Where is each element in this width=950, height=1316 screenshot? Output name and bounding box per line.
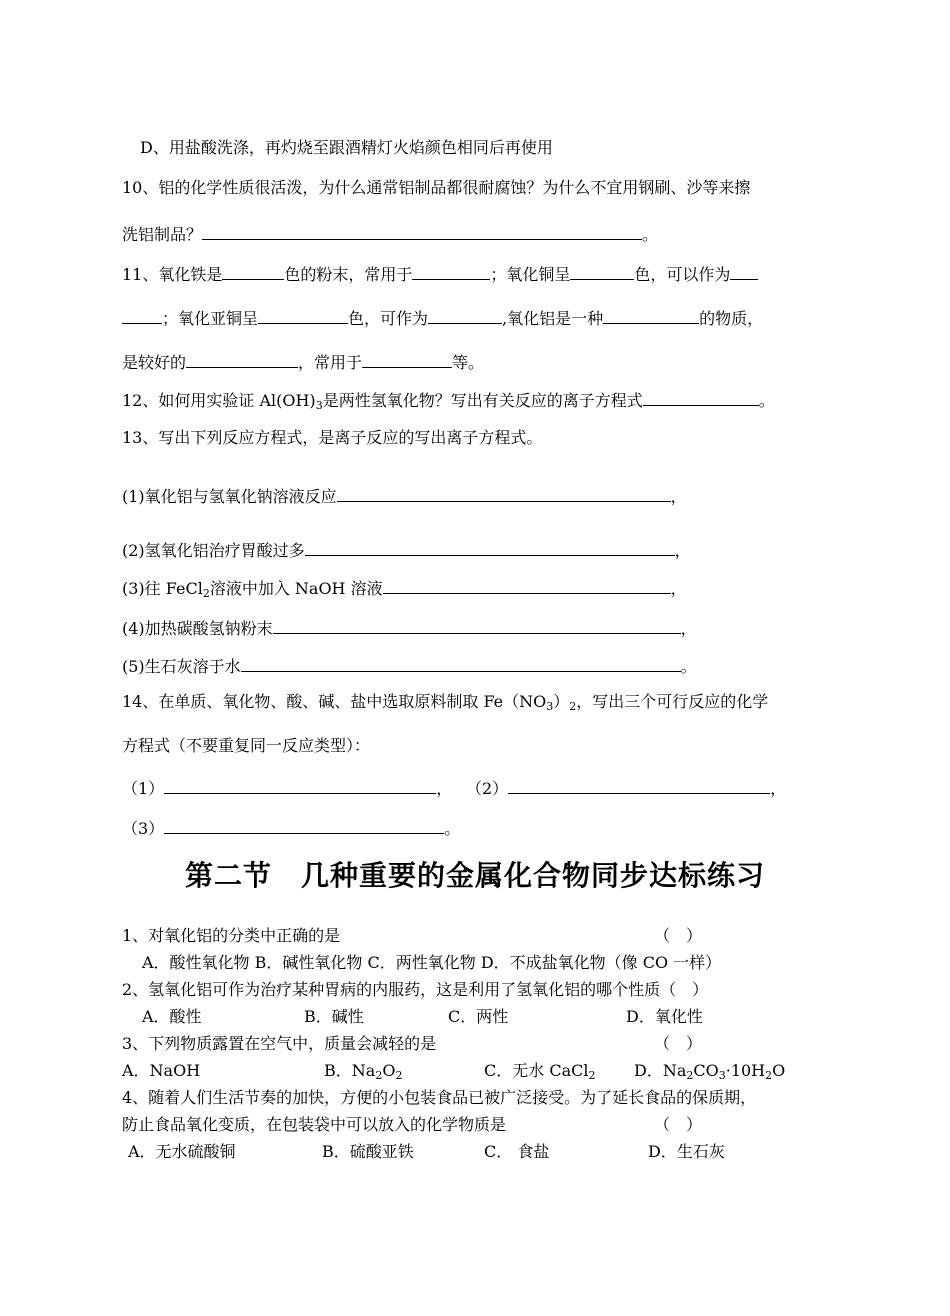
q13-subscript: 2 [202,587,210,600]
q13-item-3 [122,576,687,604]
p2-q3-option-d[interactable] [634,1061,785,1086]
p2-q3-option-a[interactable]: A．NaOH [122,1061,201,1080]
q13-answer-blank-1[interactable] [337,484,671,502]
q11-line3 [122,350,484,373]
q13-item-text: (3)往 FeCl [122,579,203,598]
q14-label-2: （2） [466,779,509,798]
q14-answer-blank-2[interactable] [508,776,770,794]
formula-subscript: 2 [395,1069,403,1082]
p2-q3-stem: 3、下列物质露置在空气中，质量会减轻的是 [122,1034,437,1053]
p2-q1-stem: 1、对氧化铝的分类中正确的是 [122,926,341,945]
p2-q2-option-b[interactable]: B．碱性 [304,1007,364,1026]
p2-q4-answer-paren[interactable]: （ ） [654,1115,703,1134]
q14-answers-row1b [466,776,786,799]
q14-subscript: 3 [546,700,554,713]
q14-line2: 方程式（不要重复同一反应类型）： [122,736,371,755]
q13-item-text: (1)氧化铝与氢氧化钠溶液反应 [122,487,337,506]
q11-text: ,氧化铝是一种 [502,309,604,328]
q11-blank-cuo-color[interactable] [570,262,634,280]
q14-comma: ， [436,779,453,798]
p2-q4-option-b[interactable]: B．硫酸亚铁 [322,1142,414,1161]
q11-line2 [122,306,763,329]
q11-text: 色，可作为 [348,309,429,328]
q13-answer-blank-2[interactable] [305,538,675,556]
section-title: 第二节 几种重要的金属化合物同步达标练习 [184,859,765,892]
q11-text: 11、氧化铁是 [122,265,223,284]
q14-text: ，写出三个可行反应的化学 [576,692,769,711]
q11-text: 等。 [452,353,485,372]
p2-q3-option-b[interactable] [324,1061,402,1086]
formula-subscript: 2 [765,1069,773,1082]
q14-answer-blank-3[interactable] [164,816,444,834]
q14-period: 。 [444,819,461,838]
q12-text: 是两性氢氧化物？写出有关反应的离子方程式 [322,391,643,410]
q14-answer-blank-1[interactable] [164,776,436,794]
p2-q1-options: A．酸性氧化物 B．碱性氧化物 C．两性氧化物 D．不成盐氧化物（像 CO 一样） [142,953,722,972]
q13-item-4 [122,616,697,639]
p2-q2-option-d[interactable]: D．氧化性 [626,1007,703,1026]
formula-text: O [772,1061,786,1080]
q13-answer-blank-3[interactable] [383,576,671,594]
q11-blank-cu2o-use[interactable] [428,306,502,324]
q14-text: ） [553,692,570,711]
p2-q4-option-a[interactable]: A．无水硫酸铜 [128,1142,236,1161]
q11-text: 色，可以作为 [634,265,731,284]
q13-comma: ， [680,619,697,638]
q12-period: 。 [758,391,775,410]
q13-period: 。 [680,657,697,676]
q13-comma: ， [670,579,687,598]
q12-subscript: 3 [315,399,323,412]
q11-line1 [122,262,758,285]
p2-q3-answer-paren[interactable]: （ ） [654,1034,703,1053]
q11-text: 是较好的 [122,353,187,372]
p2-q4-line2: 防止食品氧化变质，在包装袋中可以放入的化学物质是 [122,1115,507,1134]
p2-q2-option-a[interactable]: A．酸性 [142,1007,202,1026]
q9-option-d: D、用盐酸洗涤，再灼烧至跟酒精灯火焰颜色相同后再使用 [140,138,553,157]
q13-item-5 [122,654,697,677]
q12-answer-blank[interactable] [643,388,759,406]
p2-q2-stem: 2、氢氧化铝可作为治疗某种胃病的内服药，这是利用了氢氧化铝的哪个性质（ ） [122,980,709,999]
p2-q3-option-c[interactable] [484,1061,595,1086]
q10-line2 [122,222,658,245]
q10-stem-end: 洗铝制品？ [122,225,203,244]
formula-text: B．Na [324,1061,376,1080]
formula-text: O [382,1061,396,1080]
q12-line [122,388,775,416]
formula-text: D．Na [634,1061,687,1080]
formula-text: C．无水 CaCl [484,1061,589,1080]
q12-text: 12、如何用实验证 Al(OH) [122,391,316,410]
q13-item-text: (2)氢氧化铝治疗胃酸过多 [122,541,305,560]
q13-item-1 [122,484,687,507]
q11-blank-cuo-use[interactable] [730,262,758,280]
q13-answer-blank-4[interactable] [273,616,681,634]
q11-blank-cu2o-color[interactable] [258,306,348,324]
formula-subscript: 2 [686,1069,694,1082]
q14-label-1: （1） [122,779,165,798]
q13-item-2 [122,538,691,561]
q13-answer-blank-5[interactable] [241,654,681,672]
q11-blank-al2o3-property[interactable] [603,306,699,324]
q14-answers-row2 [122,816,460,839]
q13-comma: ， [674,541,691,560]
q11-blank-fe2o3-color[interactable] [222,262,284,280]
q10-period: 。 [642,225,659,244]
formula-text: ·10H [725,1061,766,1080]
p2-q1-answer-paren[interactable]: （ ） [654,926,703,945]
formula-text: CO [693,1061,719,1080]
q11-blank-fe2o3-use[interactable] [412,262,490,280]
q13-item-text: 溶液中加入 NaOH 溶液 [209,579,383,598]
q13-item-text: (5)生石灰溶于水 [122,657,241,676]
q14-subscript: 2 [569,700,577,713]
q13-comma: ， [670,487,687,506]
q11-blank-al2o3-material[interactable] [186,350,298,368]
p2-q4-option-c[interactable]: C． 食盐 [484,1142,550,1161]
q14-answers-row1 [122,776,452,799]
q10-line1: 10、铝的化学性质很活泼，为什么通常铝制品都很耐腐蚀？为什么不宜用钢刷、沙等来擦 [122,178,751,197]
q10-answer-blank[interactable] [202,222,642,240]
formula-subscript: 2 [588,1069,596,1082]
q11-text: 色的粉末，常用于 [284,265,413,284]
q13-item-text: (4)加热碳酸氢钠粉末 [122,619,273,638]
q14-comma: ， [770,779,787,798]
q11-text: ；氧化亚铜呈 [162,309,259,328]
q11-text: ；氧化铜呈 [490,265,571,284]
formula-subscript: 2 [375,1069,383,1082]
q11-text: ，常用于 [298,353,363,372]
p2-q4-line1: 4、随着人们生活节奏的加快，方便的小包装食品已被广泛接受。为了延长食品的保质期， [122,1088,757,1107]
q14-line1 [122,692,768,717]
q11-blank-cuo-use-cont[interactable] [122,306,162,324]
q14-label-3: （3） [122,819,165,838]
formula-subscript: 3 [718,1069,726,1082]
q11-text: 的物质， [699,309,764,328]
q14-text: 14、在单质、氧化物、酸、碱、盐中选取原料制取 Fe（NO [122,692,547,711]
p2-q4-option-d[interactable]: D．生石灰 [648,1142,725,1161]
p2-q2-option-c[interactable]: C．两性 [448,1007,509,1026]
q13-stem: 13、写出下列反应方程式，是离子反应的写出离子方程式。 [122,428,543,447]
q11-blank-al2o3-use[interactable] [362,350,452,368]
